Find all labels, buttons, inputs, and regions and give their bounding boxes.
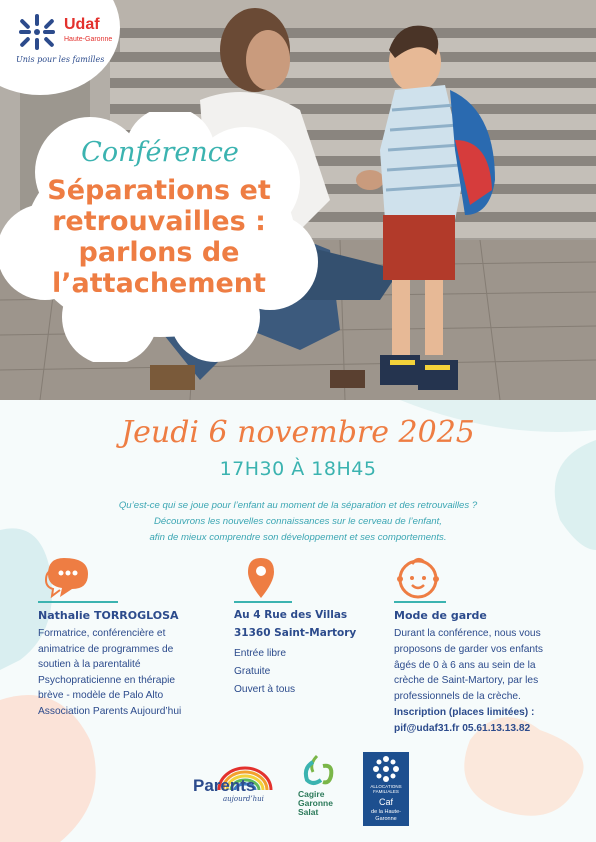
speaker-name: Nathalie TORROGLOSA — [38, 609, 179, 622]
childcare-line: Durant la conférence, nous vous — [394, 628, 541, 639]
caf-region-line2: Garonne — [375, 816, 397, 822]
childcare-underline — [394, 601, 446, 603]
speaker-bio-line: Psychopraticienne en thérapie — [38, 674, 176, 686]
location-detail-line: Gratuite — [234, 666, 271, 677]
cagire-text — [298, 790, 333, 817]
childcare-line: âgés de 0 à 6 ans au sein de la — [394, 659, 536, 671]
title-line: parlons de — [78, 237, 240, 268]
speaker-bio — [38, 626, 181, 719]
cagire-line: Cagire — [298, 789, 325, 799]
parents-logo-name: Parents — [193, 776, 256, 795]
partner-logo-caf — [363, 752, 409, 826]
event-date: Jeudi 6 novembre 2025 — [121, 415, 475, 450]
childcare-title: Mode de garde — [394, 609, 487, 622]
speaker-bio-line: Association Parents Aujourd’hui — [38, 705, 182, 717]
speaker-bio-line: Formatrice, conférencière et — [38, 628, 166, 639]
udaf-figures-icon — [16, 12, 58, 52]
childcare-description — [394, 626, 543, 737]
caf-figures-icon — [370, 755, 402, 783]
location-detail-line: Ouvert à tous — [234, 684, 296, 695]
childcare-registration: Inscription (places limitées) : — [394, 706, 535, 718]
parents-logo-subtitle: aujourd’hui — [223, 795, 264, 803]
cagire-line: Salat — [298, 807, 319, 817]
cagire-mark-icon — [299, 754, 339, 788]
conference-title — [28, 175, 290, 299]
caf-region-line1: de la Haute- — [371, 809, 401, 815]
speech-bubble-icon — [44, 556, 92, 600]
udaf-tagline: Unis pour les familles — [16, 55, 105, 64]
speaker-bio-line: animatrice de programmes de — [38, 643, 174, 655]
location-details — [234, 645, 295, 699]
intro-line: Découvrons les nouvelles connaissances sur le cerveau de l’enfant, — [154, 516, 442, 527]
childcare-line: professionnels de la crèche. — [394, 691, 521, 703]
partner-logo-parents — [193, 766, 265, 806]
caf-allocations: ALLOCATIONS — [370, 784, 402, 789]
intro-line: afin de mieux comprendre son développement et ses comportements. — [149, 532, 447, 543]
caf-name: Caf — [378, 797, 393, 807]
title-line: l’attachement — [52, 268, 266, 299]
udaf-name: Udaf — [64, 16, 100, 33]
conference-label: Conférence — [81, 137, 239, 168]
location-address-line1: Au 4 Rue des Villas — [234, 609, 348, 621]
location-underline — [234, 601, 292, 603]
intro-line: Qu’est-ce qui se joue pour l’enfant au moment de la séparation et des retrouvailles ? — [118, 500, 478, 511]
speaker-underline — [38, 601, 118, 603]
map-pin-icon — [246, 556, 276, 600]
childcare-contact: pif@udaf31.fr 05.61.13.13.82 — [394, 722, 531, 734]
speaker-bio-line: brève - modèle de Palo Alto — [38, 690, 164, 701]
location-address-line2: 31360 Saint-Martory — [234, 627, 357, 639]
title-line: Séparations et — [47, 175, 271, 206]
baby-face-icon — [396, 556, 440, 600]
caf-familiales: FAMILIALES — [373, 789, 399, 794]
intro-text — [40, 498, 556, 546]
cagire-line: Garonne — [298, 798, 333, 808]
title-line: retrouvailles : — [52, 206, 266, 237]
childcare-line: proposons de garder vos enfants — [394, 643, 543, 655]
location-detail-line: Entrée libre — [234, 648, 287, 659]
childcare-line: crèche de Saint-Martory, par les — [394, 675, 539, 687]
udaf-logo — [12, 10, 122, 70]
event-time: 17H30 À 18H45 — [219, 458, 377, 480]
speaker-bio-line: soutien à la parentalité — [38, 659, 141, 670]
partner-logo-cagire — [296, 754, 342, 826]
udaf-region: Haute-Garonne — [64, 36, 113, 43]
